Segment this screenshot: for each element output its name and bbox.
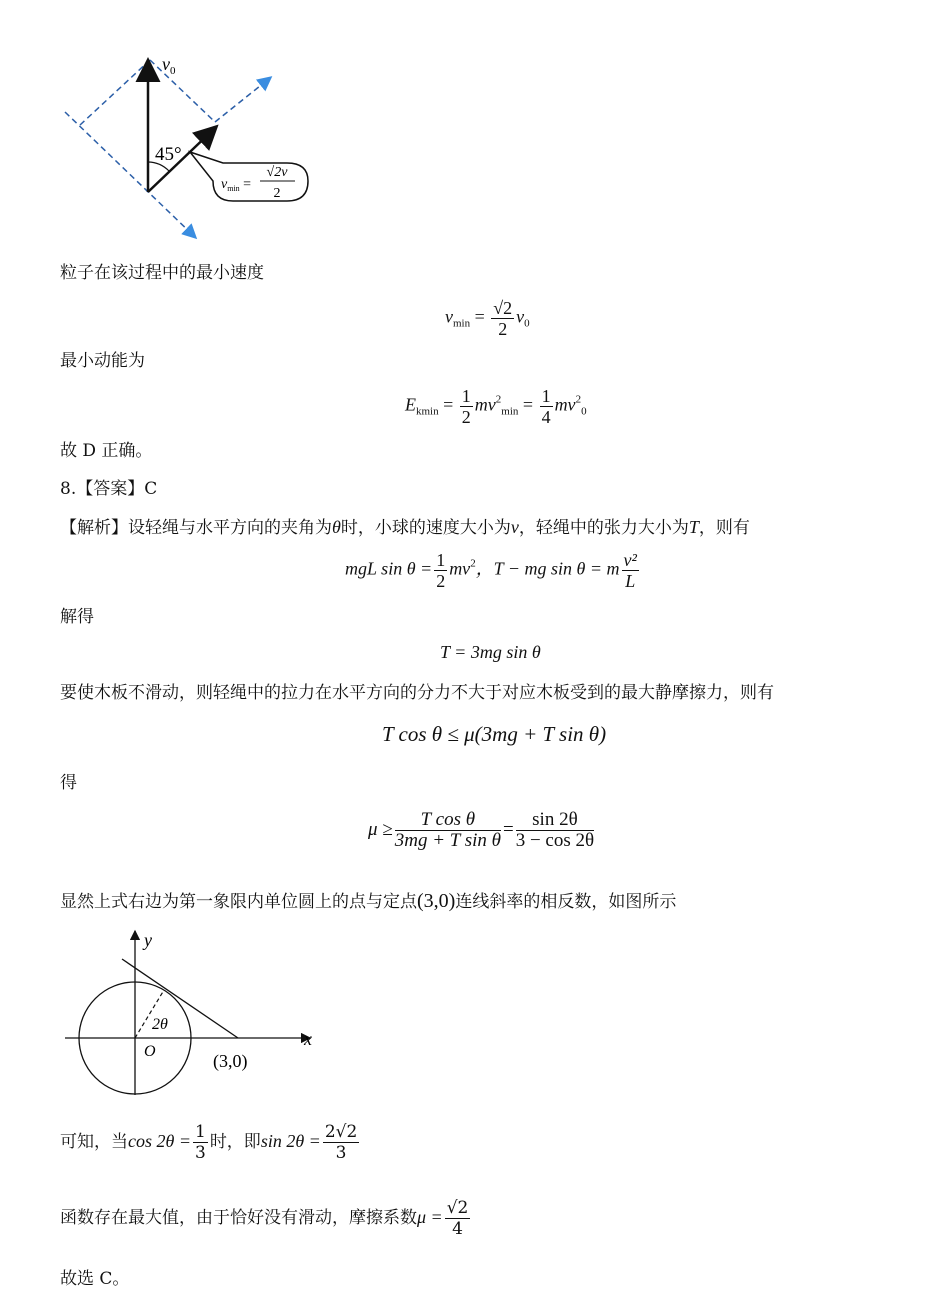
origin-label: O: [144, 1043, 156, 1060]
v0-label: $v_0$: [162, 54, 176, 77]
text-d-correct: 故 D 正确。: [60, 441, 153, 461]
eq-vmin: $v_{min}$ = $\frac{√2}{2}$ $v_0$: [445, 298, 530, 339]
dashed-line-right: [215, 78, 270, 122]
x-label: x: [304, 1029, 312, 1049]
point-3-0-label: (3,0): [213, 1051, 248, 1071]
velocity-diagram: [55, 50, 325, 250]
text-max-value: 函数存在最大值，由于恰好没有滑动，摩擦系数μ = $\frac{√2}{4}$: [60, 1198, 469, 1239]
unit-circle-diagram: [60, 925, 330, 1100]
text-slope: 显然上式右边为第一象限内单位圆上的点与定点(3,0)连线斜率的相反数，如图所示: [60, 890, 677, 912]
callout-vmin: $v_{min}$ =: [221, 177, 252, 193]
dashed-line-top2: [150, 60, 215, 122]
tangent-line: [122, 959, 238, 1038]
text-get: 得: [60, 773, 77, 793]
y-label: y: [144, 930, 152, 950]
answer-8: 8.【答案】C: [60, 479, 158, 499]
eq-tension-result: T = 3mg sin θ: [440, 642, 541, 662]
text-min-ke: 最小动能为: [60, 351, 145, 371]
eq-ekmin: $E_{kmin}$ = $\frac{1}{2}$ $mv^2_{min}$ = $\frac{1}{4}$ $mv^2_0$: [405, 386, 587, 427]
text-choose-c: 故选 C。: [60, 1269, 130, 1289]
angle-2theta-label: 2θ: [152, 1016, 168, 1033]
text-min-speed: 粒子在该过程中的最小速度: [60, 263, 264, 283]
callout-den: 2: [273, 186, 281, 201]
dashed-line-top: [80, 60, 150, 125]
text-solve: 解得: [60, 607, 94, 627]
text-when-cos: 可知，当cos 2θ = $\frac{1}{3}$ 时，即sin 2θ = $\frac{2√2}{3}$: [60, 1122, 358, 1163]
text-no-slide: 要使木板不滑动，则轻绳中的拉力在水平方向的分力不大于对应木板受到的最大静摩擦力，则有: [60, 683, 774, 703]
eq-mu-ratio: μ ≥ $\frac{\text{T cos θ}}{\text{3mg + T sin θ}}$ = $\frac{\sin 2\theta}{3 - \cos 2\theta}$: [368, 809, 595, 851]
angle-45-label: 45°: [155, 144, 182, 165]
dashed-line-left: [65, 112, 195, 237]
eq-energy-tension: mgL sin θ = $\frac{1}{2}$ $mv^2$，T − mg sin θ = m $\frac{\text{v²}}{L}$: [345, 550, 637, 591]
callout-num: √2v: [266, 165, 288, 180]
eq-friction-cond: T cos θ ≤ μ(3mg + T sin θ): [382, 722, 607, 746]
analysis-line: 【解析】设轻绳与水平方向的夹角为θ时，小球的速度大小为v，轻绳中的张力大小为T，则有: [60, 517, 750, 538]
